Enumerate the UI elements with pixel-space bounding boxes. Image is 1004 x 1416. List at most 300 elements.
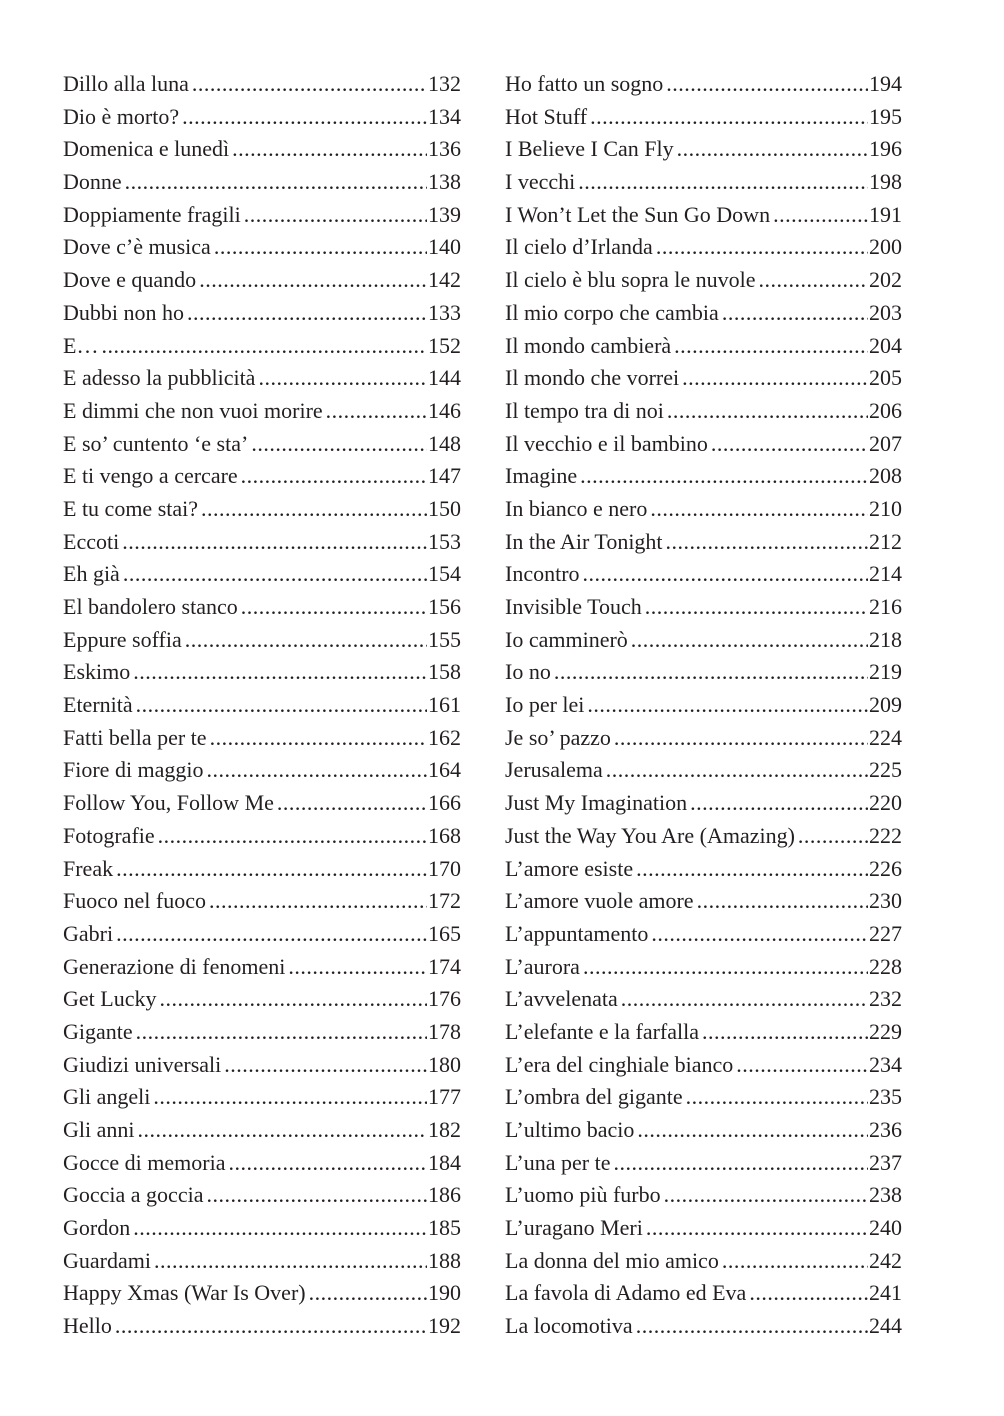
entry-page-number: 165 (428, 920, 461, 946)
dot-leader (758, 264, 868, 297)
index-entry (505, 1179, 902, 1212)
entry-page-number: 174 (428, 953, 461, 979)
entry-title: L’amore esiste (505, 855, 634, 881)
entry-title: Generazione di fenomeni (63, 953, 286, 979)
dot-leader (798, 820, 868, 853)
entry-page-number: 226 (869, 855, 902, 881)
index-entry (505, 591, 902, 624)
index-entry (505, 787, 902, 820)
entry-page-number: 132 (428, 71, 461, 96)
entry-page-number: 222 (869, 822, 902, 848)
entry-title: Gigante (63, 1018, 133, 1044)
entry-title: La favola di Adamo ed Eva (505, 1280, 747, 1306)
entry-title: E… (63, 332, 99, 358)
entry-page-number: 200 (869, 234, 902, 260)
entry-page-number: 225 (869, 757, 902, 783)
entry-page-number: 177 (428, 1084, 461, 1110)
index-entry (505, 1245, 902, 1278)
dot-leader (206, 1179, 427, 1212)
dot-leader (192, 68, 427, 101)
dot-leader (199, 264, 427, 297)
entry-page-number: 152 (428, 332, 461, 358)
index-entry (63, 101, 461, 134)
entry-title: Dove c’è musica (63, 234, 211, 260)
entry-page-number: 156 (428, 594, 461, 619)
index-entry (505, 297, 902, 330)
dot-leader (258, 362, 427, 395)
entry-page-number: 229 (869, 1018, 902, 1044)
entry-title: Gordon (63, 1215, 131, 1241)
entry-page-number: 180 (428, 1051, 461, 1077)
entry-title: L’amore vuole amore (505, 888, 694, 914)
entry-title: Dio è morto? (63, 103, 180, 129)
entry-title: Il cielo è blu sopra le nuvole (505, 267, 756, 293)
index-column-right (505, 68, 902, 1343)
index-entry (505, 133, 902, 166)
dot-leader (210, 722, 427, 755)
index-entry (505, 754, 902, 787)
entry-page-number: 242 (869, 1247, 902, 1273)
entry-page-number: 227 (869, 920, 902, 946)
dot-leader (116, 853, 427, 886)
entry-page-number: 210 (869, 495, 902, 521)
entry-page-number: 228 (869, 953, 902, 979)
index-entry (505, 264, 902, 297)
entry-title: Jerusalema (505, 757, 603, 783)
entry-page-number: 196 (869, 136, 902, 162)
entry-title: L’appuntamento (505, 920, 649, 946)
dot-leader (229, 1147, 428, 1180)
entry-page-number: 164 (428, 757, 461, 783)
index-entry (63, 1016, 461, 1049)
entry-page-number: 216 (869, 594, 902, 619)
dot-leader (125, 166, 427, 199)
entry-page-number: 235 (869, 1084, 902, 1110)
entry-title: L’uragano Meri (505, 1215, 643, 1241)
index-entry (505, 231, 902, 264)
entry-page-number: 166 (428, 790, 461, 816)
dot-leader (122, 526, 427, 559)
entry-page-number: 244 (869, 1313, 902, 1339)
entry-title: L’avvelenata (505, 986, 618, 1012)
entry-title: Il mondo che vorrei (505, 365, 680, 391)
dot-leader (637, 1114, 868, 1147)
entry-page-number: 194 (869, 71, 902, 96)
dot-leader (697, 885, 868, 918)
entry-title: La locomotiva (505, 1313, 633, 1339)
dot-leader (578, 166, 868, 199)
entry-page-number: 234 (869, 1051, 902, 1077)
index-entry (505, 1277, 902, 1310)
index-entry (63, 395, 461, 428)
index-entry (63, 1277, 461, 1310)
entry-page-number: 240 (869, 1215, 902, 1241)
index-entry (63, 1310, 461, 1343)
entry-page-number: 207 (869, 430, 902, 456)
entry-title: Freak (63, 855, 114, 881)
dot-leader (209, 885, 427, 918)
entry-title: Dubbi non ho (63, 299, 184, 325)
dot-leader (664, 1179, 868, 1212)
entry-title: La donna del mio amico (505, 1247, 719, 1273)
index-entry (505, 1049, 902, 1082)
dot-leader (646, 1212, 868, 1245)
index-entry (63, 820, 461, 853)
dot-leader (606, 754, 868, 787)
dot-leader (116, 918, 427, 951)
dot-leader (101, 330, 427, 363)
index-entry (505, 101, 902, 134)
index-entry (63, 1212, 461, 1245)
index-entry (63, 951, 461, 984)
index-entry (63, 526, 461, 559)
entry-page-number: 140 (428, 234, 461, 260)
entry-title: Invisible Touch (505, 594, 642, 619)
entry-title: Eccoti (63, 528, 120, 554)
index-entry (63, 1179, 461, 1212)
dot-leader (666, 526, 868, 559)
entry-title: Fatti bella per te (63, 724, 207, 750)
entry-page-number: 144 (428, 365, 461, 391)
entry-page-number: 176 (428, 986, 461, 1012)
index-entry (63, 754, 461, 787)
entry-page-number: 237 (869, 1149, 902, 1175)
entry-title: Happy Xmas (War Is Over) (63, 1280, 306, 1306)
index-entry (63, 133, 461, 166)
dot-leader (580, 460, 868, 493)
entry-title: Imagine (505, 463, 578, 489)
dot-leader (666, 68, 868, 101)
index-entry (505, 853, 902, 886)
dot-leader (133, 656, 427, 689)
index-entry (63, 166, 461, 199)
index-entry (505, 460, 902, 493)
entry-title: Gabri (63, 920, 114, 946)
dot-leader (241, 591, 427, 624)
entry-page-number: 150 (428, 495, 461, 521)
index-entry (63, 656, 461, 689)
dot-leader (650, 493, 868, 526)
entry-title: Eh già (63, 561, 120, 587)
dot-leader (154, 1245, 427, 1278)
entry-page-number: 168 (428, 822, 461, 848)
index-entry (63, 787, 461, 820)
dot-leader (621, 983, 868, 1016)
entry-title: Il mio corpo che cambia (505, 299, 719, 325)
entry-title: Doppiamente fragili (63, 201, 241, 227)
entry-page-number: 230 (869, 888, 902, 914)
index-entry (63, 885, 461, 918)
entry-page-number: 198 (869, 169, 902, 195)
entry-page-number: 208 (869, 463, 902, 489)
entry-title: E dimmi che non vuoi morire (63, 397, 323, 423)
entry-title: Guardami (63, 1247, 151, 1273)
index-entry (63, 722, 461, 755)
index-column-left (63, 68, 461, 1343)
entry-title: Fotografie (63, 822, 155, 848)
entry-page-number: 136 (428, 136, 461, 162)
index-entry (505, 983, 902, 1016)
entry-title: Io no (505, 659, 551, 685)
entry-page-number: 236 (869, 1117, 902, 1142)
dot-leader (711, 428, 868, 461)
entry-title: L’elefante e la farfalla (505, 1018, 699, 1044)
entry-title: Il vecchio e il bambino (505, 430, 708, 456)
dot-leader (631, 624, 868, 657)
index-entry (63, 199, 461, 232)
dot-leader (587, 689, 868, 722)
entry-page-number: 155 (428, 626, 461, 652)
index-entry (63, 362, 461, 395)
entry-page-number: 172 (428, 888, 461, 914)
entry-title: Il cielo d’Irlanda (505, 234, 653, 260)
dot-leader (613, 1147, 868, 1180)
entry-title: Giudizi universali (63, 1051, 222, 1077)
entry-title: Gocce di memoria (63, 1149, 226, 1175)
entry-title: L’ombra del gigante (505, 1084, 683, 1110)
dot-leader (207, 754, 427, 787)
entry-title: Eppure soffia (63, 626, 182, 652)
dot-leader (614, 722, 868, 755)
entry-title: Eternità (63, 692, 133, 718)
entry-page-number: 146 (428, 397, 461, 423)
index-entry (505, 558, 902, 591)
entry-page-number: 224 (869, 724, 902, 750)
entry-page-number: 190 (428, 1280, 461, 1306)
entry-title: Eskimo (63, 659, 131, 685)
index-entry (63, 264, 461, 297)
dot-leader (736, 1049, 868, 1082)
dot-leader (554, 656, 868, 689)
entry-title: Goccia a goccia (63, 1182, 204, 1208)
dot-leader (136, 689, 427, 722)
index-entry (505, 428, 902, 461)
dot-leader (651, 918, 868, 951)
dot-leader (136, 1016, 427, 1049)
entry-page-number: 241 (869, 1280, 902, 1306)
entry-title: Il tempo tra di noi (505, 397, 664, 423)
index-entry (63, 1049, 461, 1082)
index-entry (505, 1310, 902, 1343)
dot-leader (138, 1114, 428, 1147)
index-entry (505, 526, 902, 559)
index-entry (505, 166, 902, 199)
dot-leader (702, 1016, 868, 1049)
index-entry (505, 689, 902, 722)
entry-page-number: 219 (869, 659, 902, 685)
index-entry (63, 68, 461, 101)
entry-title: Just the Way You Are (Amazing) (505, 822, 795, 848)
dot-leader (722, 1245, 868, 1278)
index-entry (63, 983, 461, 1016)
index-entry (505, 68, 902, 101)
entry-title: Dove e quando (63, 267, 197, 293)
index-entry (505, 656, 902, 689)
dot-leader (241, 460, 427, 493)
dot-leader (182, 101, 427, 134)
index-entry (63, 428, 461, 461)
dot-leader (674, 330, 868, 363)
dot-leader (214, 231, 427, 264)
dot-leader (773, 199, 868, 232)
entry-title: L’era del cinghiale bianco (505, 1051, 734, 1077)
dot-leader (682, 362, 868, 395)
dot-leader (722, 297, 868, 330)
index-entry (63, 493, 461, 526)
index-entry (63, 689, 461, 722)
entry-title: Hello (63, 1313, 112, 1339)
index-entry (63, 460, 461, 493)
dot-leader (309, 1277, 427, 1310)
index-entry (505, 885, 902, 918)
index-entry (63, 918, 461, 951)
entry-page-number: 206 (869, 397, 902, 423)
entry-page-number: 162 (428, 724, 461, 750)
index-entry (63, 591, 461, 624)
index-entry (63, 297, 461, 330)
dot-leader (185, 624, 427, 657)
entry-title: I Believe I Can Fly (505, 136, 674, 162)
entry-title: Just My Imagination (505, 790, 688, 816)
entry-title: Donne (63, 169, 122, 195)
entry-title: Fuoco nel fuoco (63, 888, 206, 914)
entry-title: Gli anni (63, 1117, 135, 1142)
entry-title: El bandolero stanco (63, 594, 238, 619)
dot-leader (133, 1212, 427, 1245)
dot-leader (326, 395, 427, 428)
entry-page-number: 158 (428, 659, 461, 685)
entry-title: Il mondo cambierà (505, 332, 672, 358)
index-entry (505, 330, 902, 363)
index-entry (63, 1114, 461, 1147)
dot-leader (201, 493, 427, 526)
dot-leader (667, 395, 868, 428)
dot-leader (288, 951, 427, 984)
entry-page-number: 203 (869, 299, 902, 325)
entry-title: Io camminerò (505, 626, 628, 652)
index-entry (63, 1081, 461, 1114)
dot-leader (636, 1310, 868, 1343)
index-entry (63, 330, 461, 363)
entry-page-number: 142 (428, 267, 461, 293)
entry-title: Domenica e lunedì (63, 136, 230, 162)
entry-title: Gli angeli (63, 1084, 151, 1110)
entry-page-number: 170 (428, 855, 461, 881)
dot-leader (583, 558, 868, 591)
entry-title: Incontro (505, 561, 580, 587)
dot-leader (115, 1310, 427, 1343)
dot-leader (123, 558, 427, 591)
index-entry (505, 624, 902, 657)
entry-title: Hot Stuff (505, 103, 588, 129)
dot-leader (277, 787, 427, 820)
entry-page-number: 204 (869, 332, 902, 358)
entry-page-number: 191 (869, 201, 902, 227)
index-entry (63, 624, 461, 657)
index-entry (505, 820, 902, 853)
entry-page-number: 138 (428, 169, 461, 195)
entry-title: In the Air Tonight (505, 528, 663, 554)
index-entry (505, 951, 902, 984)
index-entry (505, 1114, 902, 1147)
dot-leader (686, 1081, 868, 1114)
entry-title: Fiore di maggio (63, 757, 204, 783)
entry-page-number: 161 (428, 692, 461, 718)
index-entry (505, 1081, 902, 1114)
dot-leader (232, 133, 427, 166)
entry-title: E ti vengo a cercare (63, 463, 238, 489)
entry-page-number: 238 (869, 1182, 902, 1208)
index-entry (63, 1147, 461, 1180)
dot-leader (224, 1049, 427, 1082)
entry-page-number: 153 (428, 528, 461, 554)
entry-title: I Won’t Let the Sun Go Down (505, 201, 771, 227)
entry-page-number: 192 (428, 1313, 461, 1339)
dot-leader (244, 199, 427, 232)
entry-page-number: 154 (428, 561, 461, 587)
entry-title: Follow You, Follow Me (63, 790, 274, 816)
dot-leader (158, 820, 427, 853)
entry-title: L’una per te (505, 1149, 611, 1175)
entry-title: L’uomo più furbo (505, 1182, 661, 1208)
entry-title: L’aurora (505, 953, 580, 979)
entry-title: L’ultimo bacio (505, 1117, 635, 1142)
index-entry (505, 493, 902, 526)
index-entry (63, 558, 461, 591)
dot-leader (677, 133, 868, 166)
entry-page-number: 195 (869, 103, 902, 129)
dot-leader (153, 1081, 427, 1114)
index-entry (63, 231, 461, 264)
dot-leader (187, 297, 427, 330)
index-entry (505, 1147, 902, 1180)
entry-title: In bianco e nero (505, 495, 648, 521)
dot-leader (749, 1277, 868, 1310)
dot-leader (590, 101, 868, 134)
entry-title: Io per lei (505, 692, 585, 718)
entry-page-number: 182 (428, 1117, 461, 1142)
dot-leader (645, 591, 868, 624)
entry-title: Dillo alla luna (63, 71, 189, 96)
entry-title: E so’ cuntento ‘e sta’ (63, 430, 249, 456)
entry-page-number: 205 (869, 365, 902, 391)
entry-page-number: 188 (428, 1247, 461, 1273)
entry-page-number: 148 (428, 430, 461, 456)
entry-title: E tu come stai? (63, 495, 199, 521)
entry-page-number: 202 (869, 267, 902, 293)
index-entry (505, 722, 902, 755)
entry-page-number: 147 (428, 463, 461, 489)
entry-page-number: 214 (869, 561, 902, 587)
entry-title: Ho fatto un sogno (505, 71, 664, 96)
dot-leader (690, 787, 868, 820)
entry-page-number: 139 (428, 201, 461, 227)
entry-page-number: 184 (428, 1149, 461, 1175)
dot-leader (583, 951, 868, 984)
index-entry (505, 362, 902, 395)
entry-title: Je so’ pazzo (505, 724, 611, 750)
entry-page-number: 134 (428, 103, 461, 129)
entry-page-number: 133 (428, 299, 461, 325)
entry-page-number: 218 (869, 626, 902, 652)
index-entry (505, 395, 902, 428)
entry-title: Get Lucky (63, 986, 157, 1012)
entry-title: E adesso la pubblicità (63, 365, 256, 391)
entry-page-number: 185 (428, 1215, 461, 1241)
entry-title: I vecchi (505, 169, 576, 195)
entry-page-number: 178 (428, 1018, 461, 1044)
index-entry (63, 853, 461, 886)
